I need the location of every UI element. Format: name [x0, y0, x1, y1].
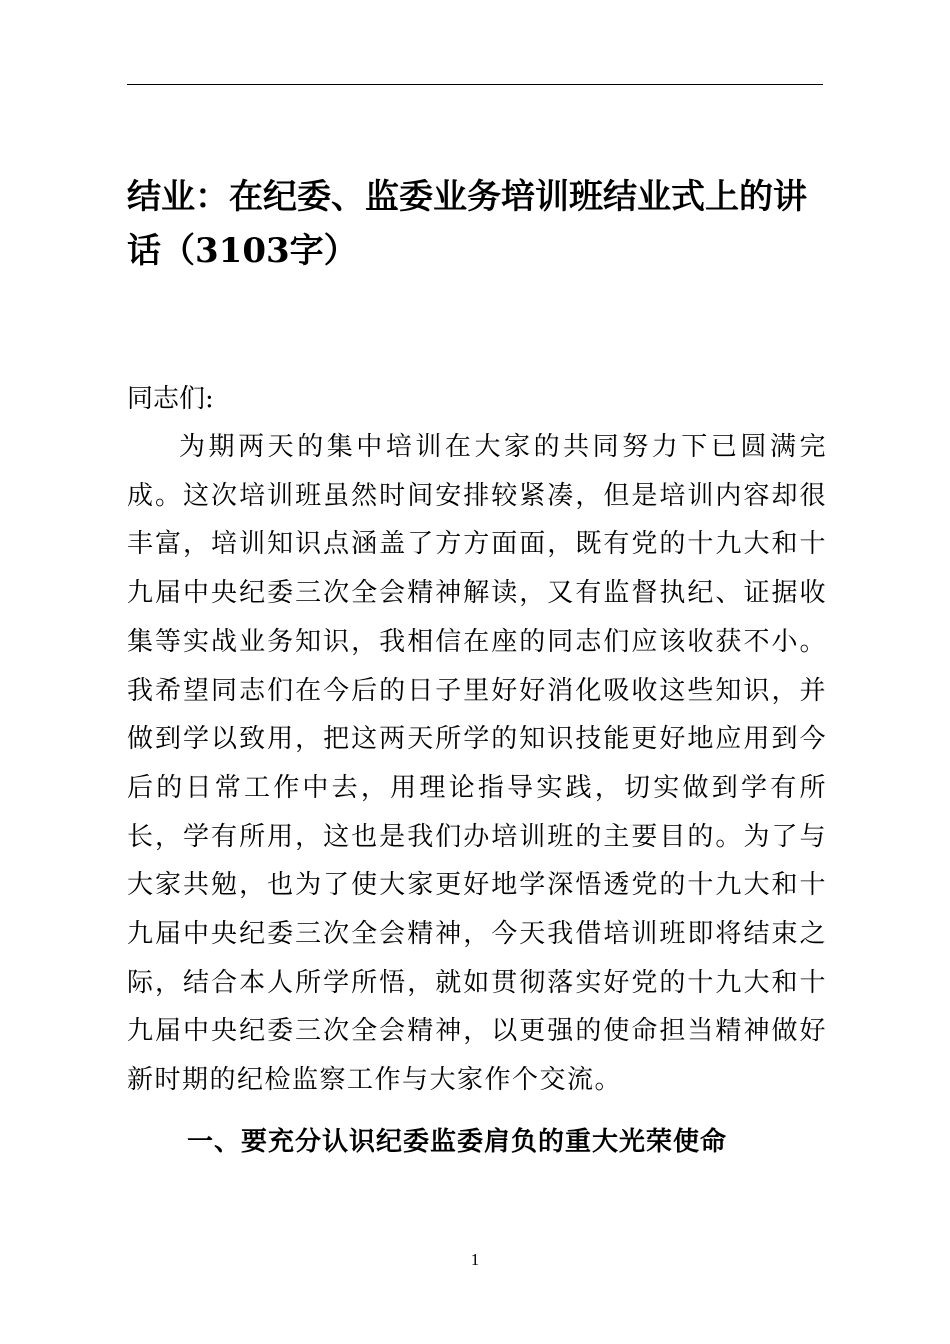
page-number: 1: [470, 1250, 480, 1269]
header-rule: [127, 84, 823, 85]
salutation: 同志们:: [127, 384, 214, 414]
section-heading: 一、要充分认识纪委监委肩负的重大光荣使命: [187, 1127, 728, 1157]
body-paragraph: 为期两天的集中培训在大家的共同努力下已圆满完成。这次培训班虽然时间安排较紧凑，但是培训内容却很丰富，培训知识点涵盖了方方面面，既有党的十九大和十九届中央纪委三次全会精神解读，又有监督执纪、证据收集等实战业务知识，我相信在座的同志们应该收获不小。我希望同志们在今后的日子里好好消化吸收这些知识，并做到学以致用，把这两天所学的知识技能更好地应用到今后的日常工作中去，用理论指导实践，切实做到学有所长，学有所用，这也是我们办培训班的主要目的。为了与大家共勉，也为了使大家更好地学深悟透党的十九大和十九届中央纪委三次全会精神，今天我借培训班即将结束之际，结合本人所学所悟，就如贯彻落实好党的十九大和十九届中央纪委三次全会精神，以更强的使命担当精神做好新时期的纪检监察工作与大家作个交流。: [127, 432, 827, 1096]
document-title: 结业：在纪委、监委业务培训班结业式上的讲话（3103字）: [127, 177, 807, 271]
